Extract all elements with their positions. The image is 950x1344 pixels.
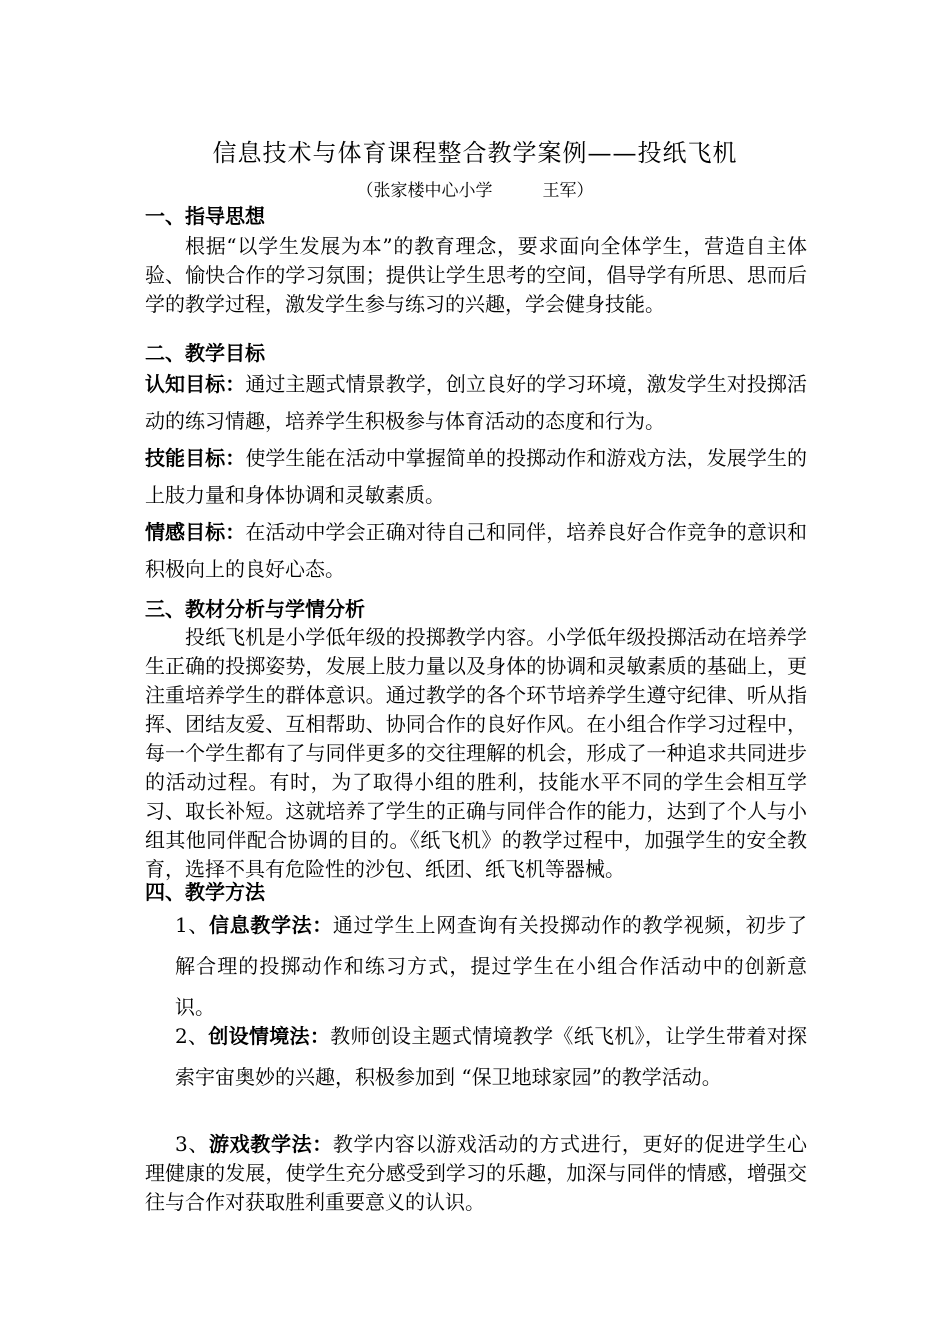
method-game-number: 3、 bbox=[175, 1132, 210, 1156]
method-situation-label: 创设情境法： bbox=[208, 1024, 331, 1048]
byline bbox=[0, 176, 950, 201]
goal-skill bbox=[145, 440, 807, 514]
method-information-text: 通过学生上网查询有关投掷动作的教学视频，初步了解合理的投掷动作和练习方式，提过学生在小组合作活动中的创新意识。 bbox=[175, 913, 808, 1019]
method-game-text: 教学内容以游戏活动的方式进行，更好的促进学生心理健康的发展，使学生充分感受到学习的乐趣，加深与同伴的情感，增强交往与合作对获取胜利重要意义的认识。 bbox=[145, 1132, 808, 1214]
goal-cognitive bbox=[145, 366, 807, 440]
goal-affective-label: 情感目标： bbox=[145, 520, 246, 544]
method-game bbox=[145, 1130, 807, 1217]
section-heading-guiding-thought: 一、指导思想 bbox=[145, 204, 265, 228]
goal-cognitive-label: 认知目标： bbox=[145, 372, 246, 396]
method-information bbox=[175, 905, 807, 1028]
method-game-label: 游戏教学法： bbox=[209, 1132, 333, 1156]
goal-affective bbox=[145, 514, 807, 588]
goal-cognitive-text: 通过主题式情景教学，创立良好的学习环境，激发学生对投掷活动的练习情趣，培养学生积极参与体育活动的态度和行为。 bbox=[145, 372, 807, 433]
method-information-label: 信息教学法： bbox=[209, 913, 333, 937]
section-heading-material-analysis: 三、教材分析与学情分析 bbox=[145, 597, 365, 621]
section-heading-teaching-goals: 二、教学目标 bbox=[145, 341, 265, 365]
goal-skill-text: 使学生能在活动中掌握简单的投掷动作和游戏方法，发展学生的上肢力量和身体协调和灵敏素质。 bbox=[145, 446, 807, 507]
goal-affective-text: 在活动中学会正确对待自己和同伴，培养良好合作竞争的意识和积极向上的良好心态。 bbox=[145, 520, 807, 581]
byline-school: （张家楼中心小学 bbox=[356, 181, 493, 201]
document-title: 信息技术与体育课程整合教学案例——投纸飞机 bbox=[212, 139, 738, 167]
section-body-guiding-thought: 根据“以学生发展为本”的教育理念，要求面向全体学生，营造自主体验、愉快合作的学习氛围；提供让学生思考的空间，倡导学有所思、思而后学的教学过程，激发学生参与练习的兴趣，学会健身技能。 bbox=[145, 234, 807, 316]
method-situation-text: 教师创设主题式情境教学《纸飞机》，让学生带着对探索宇宙奥妙的兴趣，积极参加到 “保卫地球家园”的教学活动。 bbox=[175, 1024, 807, 1089]
byline-author: 王军） bbox=[542, 181, 594, 201]
section-body-material-analysis: 投纸飞机是小学低年级的投掷教学内容。小学低年级投掷活动在培养学生正确的投掷姿势，发展上肢力量以及身体的协调和灵敏素质的基础上，更注重培养学生的群体意识。通过教学的各个环节培养学生遵守纪律、听从指挥、团结友爱、互相帮助、协同合作的良好作风。在小组合作学习过程中，每一个学生都有了与同伴更多的交往理解的机会，形成了一种追求共同进步的活动过程。有时，为了取得小组的胜利，技能水平不同的学生会相互学习、取长补短。这就培养了学生的正确与同伴合作的能力，达到了个人与小组其他同伴配合协调的目的。《纸飞机》的教学过程中，加强学生的安全教育，选择不具有危险性的沙包、纸团、纸飞机等器械。 bbox=[145, 625, 807, 881]
section-heading-teaching-methods: 四、教学方法 bbox=[145, 880, 265, 904]
goal-skill-label: 技能目标： bbox=[145, 446, 246, 470]
method-situation bbox=[175, 1016, 807, 1098]
method-situation-number: 2、 bbox=[175, 1024, 209, 1048]
method-information-number: 1、 bbox=[175, 913, 210, 937]
